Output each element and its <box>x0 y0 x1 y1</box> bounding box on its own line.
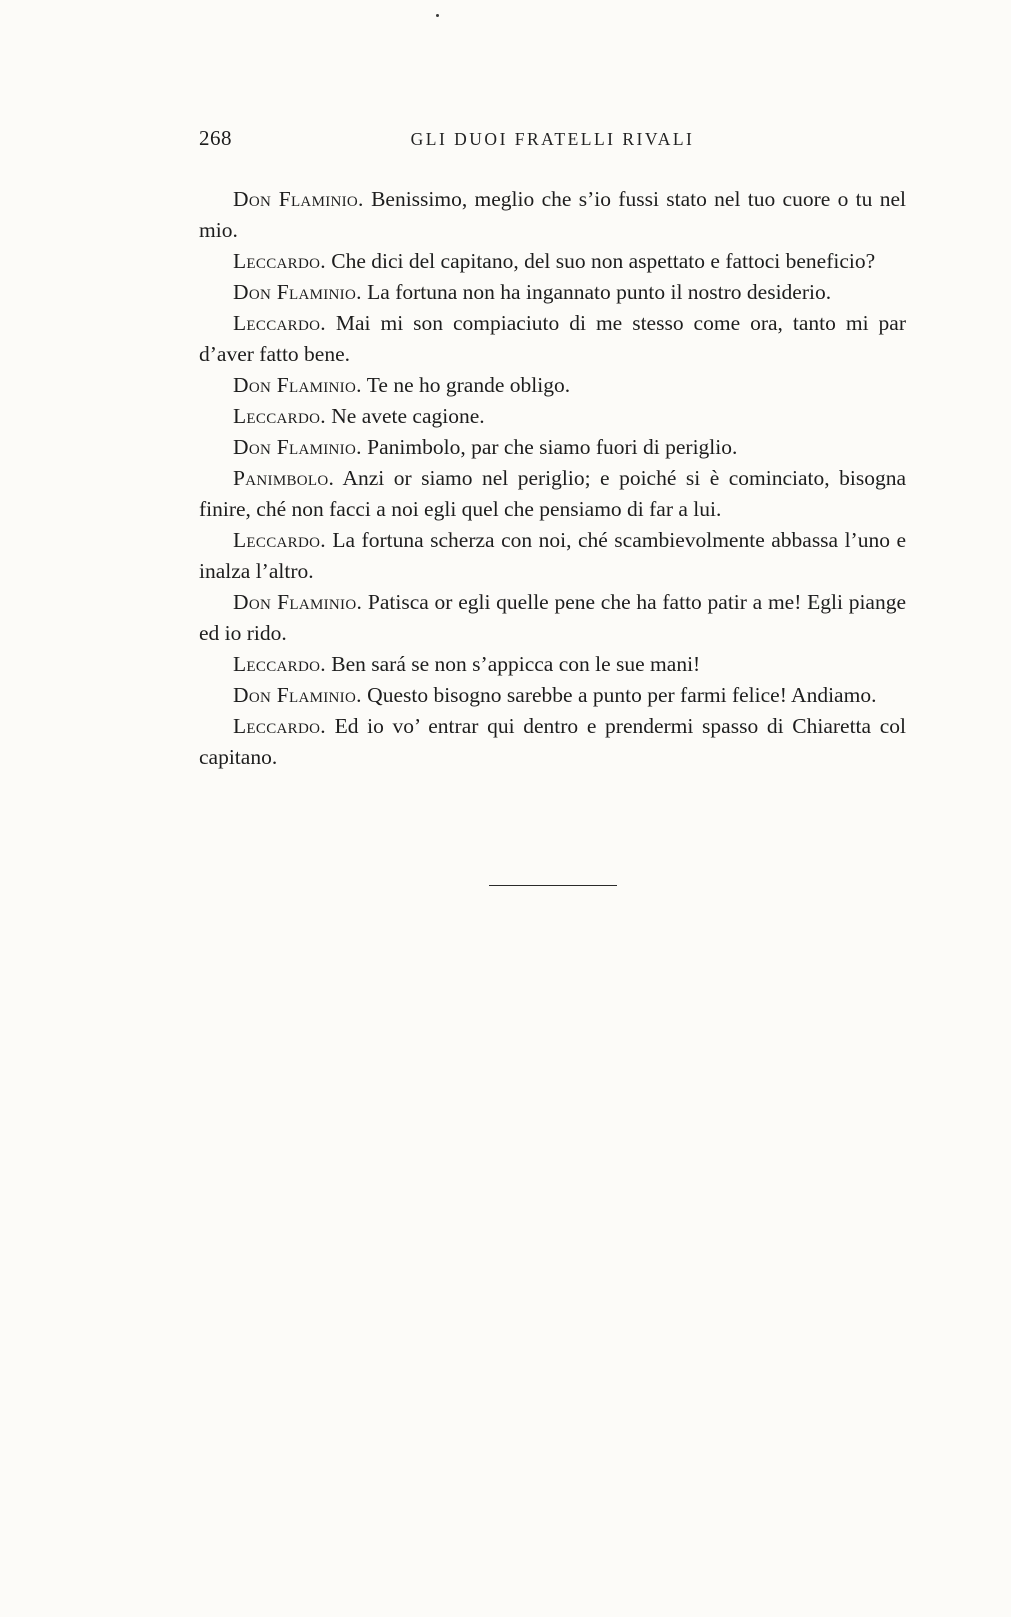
speaker-name: Leccardo. <box>233 652 326 676</box>
speaker-name: Panimbolo. <box>233 466 335 490</box>
dialogue-line <box>199 649 906 680</box>
dialogue-text: Questo bisogno sarebbe a punto per farmi felice! Andiamo. <box>367 683 877 707</box>
dialogue-line <box>199 277 906 308</box>
dialogue-text: Mai mi son compiaciuto di me stesso come ora, tanto mi par d’aver fatto bene. <box>199 311 906 366</box>
speaker-name: Don Flaminio. <box>233 187 364 211</box>
speaker-name: Leccardo. <box>233 404 326 428</box>
speaker-name: Don Flaminio. <box>233 435 362 459</box>
dialogue-line <box>199 463 906 525</box>
scan-artifact-dot <box>436 14 439 17</box>
page-content <box>199 126 906 886</box>
speaker-name: Leccardo. <box>233 249 326 273</box>
speaker-name: Leccardo. <box>233 714 326 738</box>
dialogue-line <box>199 432 906 463</box>
speaker-name: Don Flaminio. <box>233 590 363 614</box>
speaker-name: Don Flaminio. <box>233 373 362 397</box>
speaker-name: Leccardo. <box>233 528 326 552</box>
dialogue-text: Anzi or siamo nel periglio; e poiché si è cominciato, bisogna finire, ché non facci a noi egli quel che pensiamo di far a lui. <box>199 466 906 521</box>
dialogue-text: Che dici del capitano, del suo non aspettato e fattoci beneficio? <box>331 249 876 273</box>
dialogue-line <box>199 370 906 401</box>
dialogue-text: Ed io vo’ entrar qui dentro e prendermi spasso di Chiaretta col capitano. <box>199 714 907 769</box>
dialogue-line <box>199 184 906 246</box>
running-head <box>199 126 906 156</box>
speaker-name: Leccardo. <box>233 311 326 335</box>
page-number: 268 <box>199 126 232 150</box>
speaker-name: Don Flaminio. <box>233 280 362 304</box>
dialogue-text: Panimbolo, par che siamo fuori di periglio. <box>367 435 738 459</box>
dialogue-text: La fortuna scherza con noi, ché scambievolmente abbassa l’uno e inalza l’altro. <box>199 528 907 583</box>
dialogue-line <box>199 308 906 370</box>
dialogue-block <box>199 184 906 773</box>
dialogue-text: Ben sará se non s’appicca con le sue mani! <box>331 652 701 676</box>
dialogue-text: Te ne ho grande obligo. <box>366 373 571 397</box>
speaker-name: Don Flaminio. <box>233 683 362 707</box>
dialogue-line <box>199 711 906 773</box>
running-title: GLI DUOI FRATELLI RIVALI <box>410 129 695 149</box>
scene-end-divider <box>489 885 617 886</box>
dialogue-line <box>199 680 906 711</box>
dialogue-text: Benissimo, meglio che s’io fussi stato nel tuo cuore o tu nel mio. <box>199 187 906 242</box>
dialogue-line <box>199 587 906 649</box>
dialogue-text: La fortuna non ha ingannato punto il nostro desiderio. <box>367 280 832 304</box>
dialogue-line <box>199 246 906 277</box>
dialogue-line <box>199 401 906 432</box>
dialogue-text: Patisca or egli quelle pene che ha fatto patir a me! Egli piange ed io rido. <box>199 590 906 645</box>
dialogue-text: Ne avete cagione. <box>331 404 485 428</box>
dialogue-line <box>199 525 906 587</box>
